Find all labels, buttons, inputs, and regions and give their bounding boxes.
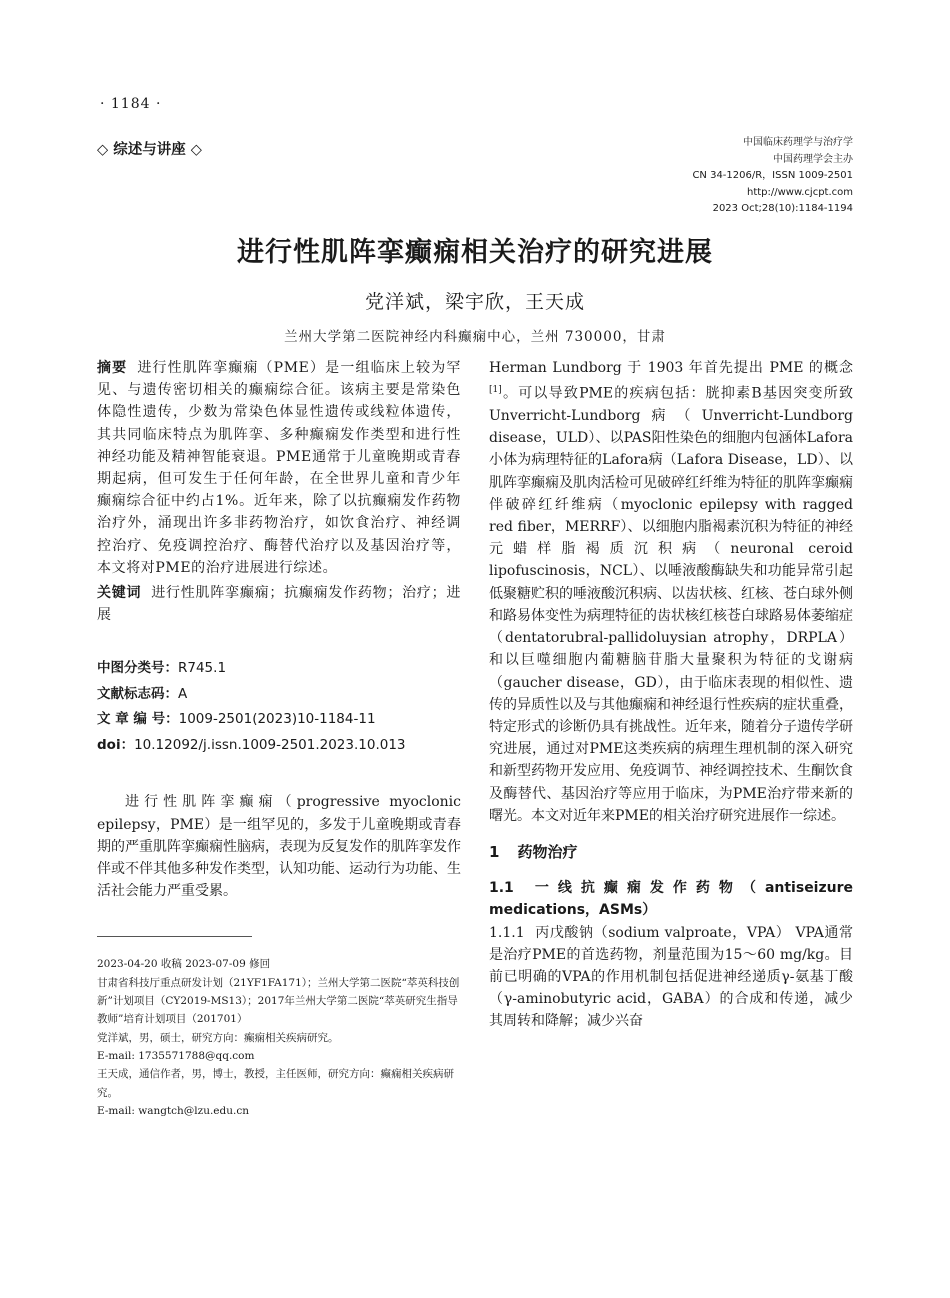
subsubsection-number: 1.1.1 [489, 924, 525, 941]
section-tag: ◇ 综述与讲座 ◇ [97, 142, 202, 158]
doi: doi：10.12092/j.issn.1009-2501.2023.10.013 [97, 736, 406, 753]
footnote-corresponding-email[interactable]: E-mail: wangtch@lzu.edu.cn [97, 1104, 249, 1117]
body-paragraph-1: Herman Lundborg 于 1903 年首先提出 PME 的概念[1]。可以导致PME的疾病包括：胱抑素B基因突变所致Unverricht-Lundborg病（Unverricht-Lundborg disease，ULD）、以PAS阳性染色的细胞内包涵体Lafora小体为病理特征的Lafora病（Lafora Disease，LD）、以肌阵挛癫痫及肌肉活检可见破碎红纤维为特征的肌阵挛癫痫伴破碎红纤维病（myoclonic epilepsy with ragged red fiber，MERRF）、以细胞内脂褐素沉积为特征的神经元蜡样脂褐质沉积病（neuronal ceroid lipofuscinosis，NCL）、以唾液酸酶缺失和功能异常引起低聚糖贮积的唾液酸沉积病、以齿状核、红核、苍白球外侧和路易体变性为病理特征的齿状核红核苍白球路易体萎缩症（dentatorubral-pallidoluysian atrophy，DRPLA）和以巨噬细胞内葡糖脑苷脂大量聚积为特征的戈谢病（gaucher disease，GD），由于临床表现的相似性、遗传的异质性以及与其他癫痫和神经退行性疾病的症状重叠，特定形式的诊断仍具有挑战性。近年来，随着分子遗传学研究进展，通过对PME这类疾病的病理生理机制的深入研究和新型药物开发应用、免疫调节、神经调控技术、生酮饮食及酶替代、基因治疗等应用于临床，为PME治疗带来新的曙光。本文对近年来PME的相关治疗研究进展作一综述。 [489, 360, 853, 824]
keywords [97, 582, 461, 626]
footnote-dates: 2023-04-20 收稿 2023-07-09 修回 [97, 958, 271, 971]
clc-number: 中图分类号：R745.1 [97, 660, 227, 677]
footnote-corresponding-author: 王天成，通信作者，男，博士，教授，主任医师，研究方向：癫痫相关疾病研究。 [97, 1068, 454, 1099]
document-code: 文献标志码：A [97, 685, 188, 702]
footnote-first-author-email[interactable]: E-mail: 1735571788@qq.com [97, 1049, 255, 1062]
journal-url: http://www.cjcpt.com [746, 186, 853, 198]
footnote-funding: 甘肃省科技厅重点研发计划（21YF1FA171）；兰州大学第二医院“萃英科技创新”计划项目（CY2019-MS13）；2017年兰州大学第二医院“萃英研究生指导教师”培育计划项目（201701） [97, 976, 460, 1026]
footnote-first-author: 党洋斌，男，硕士，研究方向：癫痫相关疾病研究。 [97, 1031, 339, 1044]
journal-info [692, 135, 853, 218]
intro-paragraph: 进行性肌阵挛癫痫（progressive myoclonic epilepsy，PME）是一组罕见的，多发于儿童晚期或青春期的严重肌阵挛癫痫性脑病，表现为反复发作的肌阵挛发作伴或不伴其他多种发作类型，认知功能、运动行为功能、生活社会能力严重受累。 [97, 794, 461, 900]
abstract-text: 进行性肌阵挛癫痫（PME）是一组临床上较为罕见、与遗传密切相关的癫痫综合征。该病主要是常染色体隐性遗传，少数为常染色体显性遗传或线粒体遗传，其共同临床特点为肌阵挛、多种癫痫发作类型和进行性神经功能及精神智能衰退。PME通常于儿童晚期或青春期起病，但可发生于任何年龄，在全世界儿童和青少年癫痫综合征中约占1%。近年来，除了以抗癫痫发作药物治疗外，涌现出许多非药物治疗，如饮食治疗、神经调控治疗、免疫调控治疗、酶替代治疗以及基因治疗等，本文将对PME的治疗进展进行综述。 [97, 360, 461, 576]
body-paragraph-2: 1.1.1 丙戊酸钠（sodium valproate，VPA） VPA通常是治疗PME的首选药物，剂量范围为15～60 mg/kg。目前已明确的VPA的作用机制包括促进神经递质γ-氨基丁酸（γ-aminobutyric acid，GABA）的合成和传递，减少其周转和降解；减少兴奋 [489, 924, 853, 1030]
article-affiliation: 兰州大学第二医院神经内科癫痫中心，兰州 730000，甘肃 [284, 329, 666, 345]
footnotes [97, 955, 461, 1120]
journal-issn: CN 34-1206/R，ISSN 1009-2501 [692, 170, 853, 181]
page-number: · 1184 · [100, 96, 162, 112]
abstract-label: 摘要 [97, 360, 128, 376]
subsection-heading-1-1: 1.1 一线抗癫痫发作药物（antiseizure medications，ASMs） [489, 880, 853, 919]
left-column [97, 357, 461, 1120]
article-title: 进行性肌阵挛癫痫相关治疗的研究进展 [237, 237, 713, 268]
article-id: 文 章 编 号：1009-2501(2023)10-1184-11 [97, 711, 376, 728]
journal-sponsor: 中国药理学会主办 [773, 153, 853, 165]
section-heading-1: 1 药物治疗 [489, 842, 578, 861]
keywords-label: 关键词 [97, 585, 142, 602]
journal-name: 中国临床药理学与治疗学 [743, 137, 853, 148]
keywords-text: 进行性肌阵挛癫痫；抗癫痫发作药物；治疗；进展 [97, 585, 461, 624]
right-column [489, 357, 853, 1033]
article-authors: 党洋斌，梁宇欣，王天成 [364, 291, 585, 313]
article-meta [97, 656, 461, 758]
citation-ref[interactable]: [1] [489, 385, 502, 396]
journal-issue: 2023 Oct;28(10):1184-1194 [712, 203, 853, 214]
footnote-divider [97, 936, 252, 937]
abstract [97, 357, 461, 579]
